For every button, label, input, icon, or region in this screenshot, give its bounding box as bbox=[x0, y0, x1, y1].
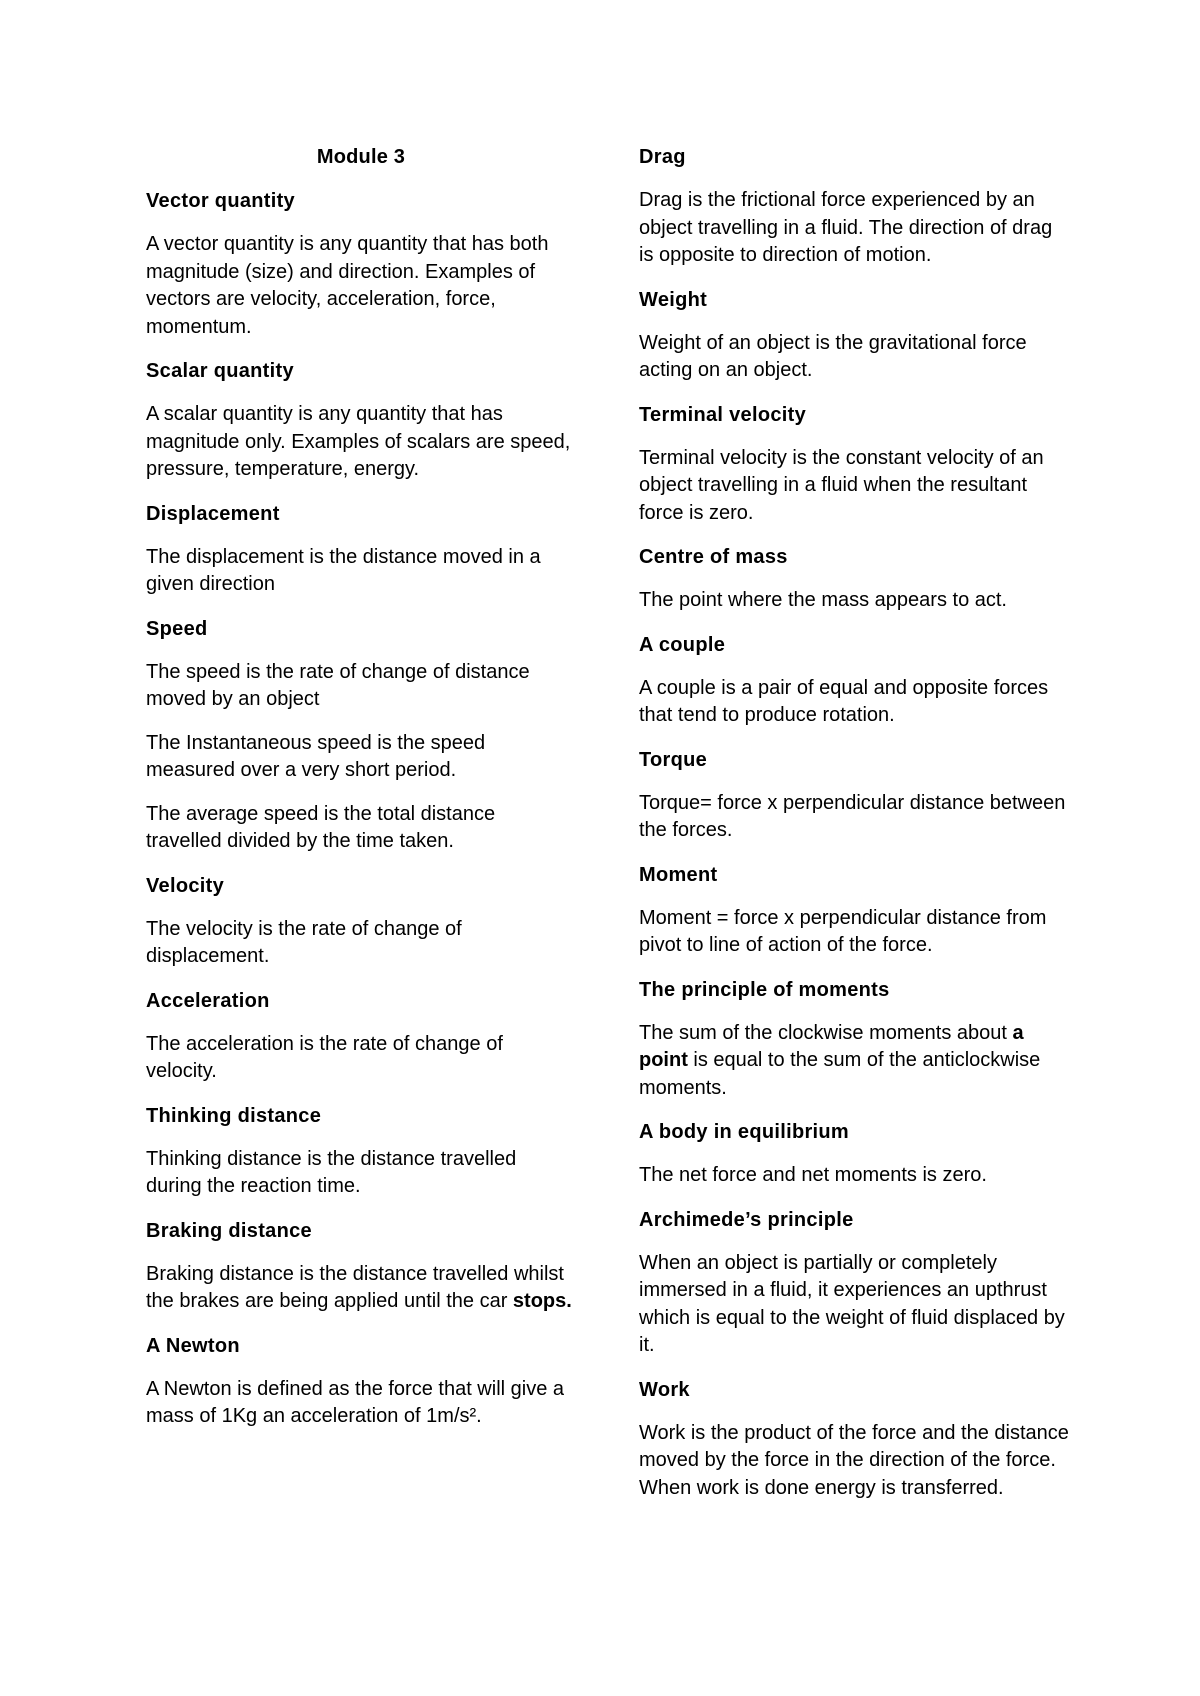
definition-centre-of-mass: The point where the mass appears to act. bbox=[639, 589, 1007, 611]
definition-terminal-velocity: Terminal velocity is the constant velocity of an object travelling in a fluid when the resultant force is zero. bbox=[639, 446, 1044, 524]
heading-acceleration: Acceleration bbox=[146, 989, 270, 1012]
heading-body-in-equilibrium: A body in equilibrium bbox=[639, 1121, 850, 1143]
definition-body-in-equilibrium: The net force and net moments is zero. bbox=[639, 1164, 987, 1186]
definition-average-speed: The average speed is the total distance travelled divided by the time taken. bbox=[146, 802, 496, 852]
heading-displacement: Displacement bbox=[146, 502, 280, 525]
heading-couple: A couple bbox=[639, 633, 726, 656]
heading-centre-of-mass: Centre of mass bbox=[639, 546, 788, 568]
heading-velocity: Velocity bbox=[146, 874, 224, 897]
heading-thinking-distance: Thinking distance bbox=[146, 1104, 322, 1127]
heading-drag: Drag bbox=[639, 146, 686, 168]
definition-torque: Torque= force x perpendicular distance between the forces. bbox=[639, 791, 1066, 841]
principle-text-start: The sum of the clockwise moments about bbox=[639, 1021, 1013, 1044]
definition-newton: A Newton is defined as the force that will give a mass of 1Kg an acceleration of 1m/s². bbox=[146, 1377, 565, 1427]
definition-displacement: The displacement is the distance moved in a given direction bbox=[146, 545, 541, 595]
definition-archimedes-principle: When an object is partially or completely immersed in a fluid, it experiences an upthrust which is equal to the weight of fluid displaced by it. bbox=[639, 1251, 1065, 1356]
definition-velocity: The velocity is the rate of change of displacement. bbox=[146, 917, 462, 967]
heading-weight: Weight bbox=[639, 288, 708, 311]
definition-braking-distance bbox=[146, 1261, 576, 1316]
definition-couple: A couple is a pair of equal and opposite forces that tend to produce rotation. bbox=[639, 676, 1049, 726]
definition-instantaneous-speed: The Instantaneous speed is the speed measured over a very short period. bbox=[146, 731, 486, 781]
braking-bold-text: stops. bbox=[512, 1290, 572, 1312]
definition-principle-of-moments bbox=[639, 1020, 1069, 1103]
heading-braking-distance: Braking distance bbox=[146, 1219, 312, 1242]
definition-thinking-distance: Thinking distance is the distance travelled during the reaction time. bbox=[146, 1147, 517, 1197]
definition-drag: Drag is the frictional force experienced by an object travelling in a fluid. The direction of drag is opposite to direction of motion. bbox=[639, 189, 1053, 266]
heading-moment: Moment bbox=[639, 863, 718, 886]
principle-text-end: is equal to the sum of the anticlockwise moments. bbox=[639, 1049, 1041, 1099]
module-title: Module 3 bbox=[316, 146, 406, 168]
definition-scalar-quantity: A scalar quantity is any quantity that has magnitude only. Examples of scalars are speed, pressure, temperature, energy. bbox=[146, 403, 571, 480]
heading-archimedes-principle: Archimede’s principle bbox=[639, 1208, 854, 1231]
heading-principle-of-moments: The principle of moments bbox=[639, 978, 890, 1001]
heading-work: Work bbox=[639, 1378, 690, 1401]
heading-newton: A Newton bbox=[146, 1334, 240, 1357]
braking-text: Braking distance is the distance travelled whilst the brakes are being applied until the car bbox=[146, 1262, 564, 1312]
heading-torque: Torque bbox=[639, 748, 708, 771]
left-column bbox=[146, 143, 576, 1447]
heading-scalar-quantity: Scalar quantity bbox=[146, 360, 294, 382]
heading-speed: Speed bbox=[146, 617, 208, 640]
principle-bold-text: a point bbox=[639, 1021, 1024, 1071]
heading-vector-quantity: Vector quantity bbox=[146, 190, 295, 212]
definition-acceleration: The acceleration is the rate of change of velocity. bbox=[146, 1032, 503, 1082]
right-column bbox=[639, 143, 1069, 1518]
definition-vector-quantity: A vector quantity is any quantity that has both magnitude (size) and direction. Examples of vectors are velocity, acceleration, force, momentum. bbox=[146, 233, 549, 338]
definition-weight: Weight of an object is the gravitational force acting on an object. bbox=[639, 331, 1027, 381]
definition-moment: Moment = force x perpendicular distance from pivot to line of action of the force. bbox=[639, 906, 1047, 956]
definition-work: Work is the product of the force and the distance moved by the force in the direction of the force. When work is done energy is transferred. bbox=[639, 1421, 1069, 1499]
heading-terminal-velocity: Terminal velocity bbox=[639, 403, 807, 426]
definition-speed: The speed is the rate of change of distance moved by an object bbox=[146, 660, 530, 710]
